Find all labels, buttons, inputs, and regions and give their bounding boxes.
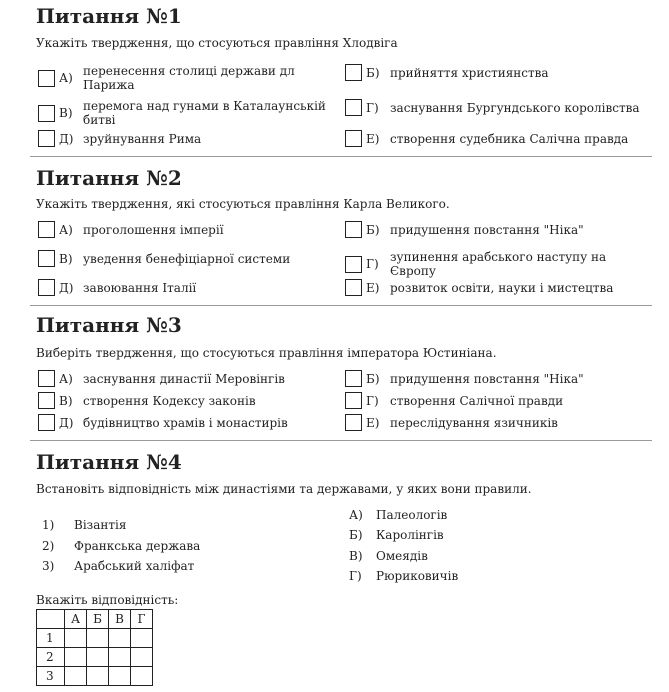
answer-col-header: Г (131, 610, 153, 629)
q3-option-d-checkbox[interactable] (38, 414, 55, 431)
q3-option-d[interactable] (38, 414, 328, 431)
q1-option-b[interactable] (345, 64, 645, 81)
answer-cell[interactable] (109, 629, 131, 648)
q2-option-v[interactable] (38, 250, 328, 267)
answer-table-row (37, 648, 153, 667)
question-4-text: Встановіть відповідність між династіями та державами, у яких вони правили. (36, 482, 532, 496)
match-letter: А) (349, 508, 363, 522)
question-1-title: Питання №1 (36, 4, 182, 28)
answer-row-header: 1 (37, 629, 65, 648)
option-letter: Д) (59, 131, 74, 146)
match-letter: Б) (349, 528, 363, 542)
option-letter: Е) (366, 280, 380, 295)
match-left-item (42, 518, 126, 532)
answer-table-row (37, 667, 153, 686)
match-text: Омеядів (376, 549, 428, 563)
q3-option-b[interactable] (345, 370, 645, 387)
option-text: перенесення столиці держави дл Парижа (83, 64, 295, 92)
option-text: будівництво храмів і монастирів (83, 415, 288, 430)
answer-cell[interactable] (109, 667, 131, 686)
q2-option-g-checkbox[interactable] (345, 256, 362, 273)
q2-option-d[interactable] (38, 279, 328, 296)
answer-cell[interactable] (131, 667, 153, 686)
answer-table (36, 609, 153, 686)
q1-option-e[interactable] (345, 130, 645, 147)
match-right-item (349, 569, 458, 583)
option-text: створення Кодексу законів (83, 393, 256, 408)
option-letter: Г) (366, 393, 379, 408)
option-letter: А) (59, 71, 73, 85)
answer-col-header: А (65, 610, 87, 629)
match-number: 2) (42, 539, 55, 553)
match-text: Каролінгів (376, 528, 444, 542)
answer-cell[interactable] (87, 648, 109, 667)
q3-option-v[interactable] (38, 392, 328, 409)
q1-option-g-checkbox[interactable] (345, 99, 362, 116)
question-2-title: Питання №2 (36, 166, 182, 190)
answer-cell[interactable] (131, 648, 153, 667)
q3-option-b-checkbox[interactable] (345, 370, 362, 387)
option-letter: Б) (366, 222, 380, 237)
option-letter: Б) (366, 371, 380, 386)
match-left-item (42, 539, 200, 553)
match-letter: В) (349, 549, 363, 563)
q2-option-b[interactable] (345, 221, 645, 238)
option-text: завоювання Італії (83, 280, 197, 295)
option-text: розвиток освіти, науки і мистецтва (390, 280, 614, 295)
option-letter: Д) (59, 415, 74, 430)
match-number: 3) (42, 559, 55, 573)
option-letter: А) (59, 371, 73, 386)
match-letter: Г) (349, 569, 362, 583)
match-right-item (349, 528, 444, 542)
option-letter: В) (59, 106, 73, 120)
question-4-title: Питання №4 (36, 450, 182, 474)
question-2-text: Укажіть твердження, які стосуються правління Карла Великого. (36, 197, 450, 211)
answer-col-header: В (109, 610, 131, 629)
option-text: переслідування язичників (390, 415, 558, 430)
q2-option-b-checkbox[interactable] (345, 221, 362, 238)
q3-option-v-checkbox[interactable] (38, 392, 55, 409)
q3-option-g[interactable] (345, 392, 645, 409)
option-letter: Г) (366, 257, 379, 271)
match-right-item (349, 549, 428, 563)
option-letter: Б) (366, 65, 380, 80)
answer-table-row (37, 629, 153, 648)
answer-cell[interactable] (65, 667, 87, 686)
q3-option-g-checkbox[interactable] (345, 392, 362, 409)
answer-cell[interactable] (109, 648, 131, 667)
option-text: зупинення арабського наступу на Європу (390, 250, 607, 278)
answer-row-header: 3 (37, 667, 65, 686)
option-letter: Г) (366, 100, 379, 115)
question-1-text: Укажіть твердження, що стосуються правління Хлодвіга (36, 36, 398, 50)
option-text: створення судебника Салічна правда (390, 131, 629, 146)
option-text: створення Салічної правди (390, 393, 564, 408)
q2-option-a[interactable] (38, 221, 328, 238)
q1-option-a[interactable] (38, 64, 328, 92)
q1-option-v[interactable] (38, 99, 328, 127)
match-text: Франкська держава (74, 539, 201, 553)
q3-option-a[interactable] (38, 370, 328, 387)
option-text: придушення повстання "Ніка" (390, 222, 584, 237)
option-text: перемога над гунами в Каталаунській битві (83, 99, 326, 127)
answer-table-header (37, 610, 153, 629)
q2-option-a-checkbox[interactable] (38, 221, 55, 238)
answer-label: Вкажіть відповідність: (36, 593, 179, 607)
q2-option-d-checkbox[interactable] (38, 279, 55, 296)
answer-cell[interactable] (87, 629, 109, 648)
q2-option-v-checkbox[interactable] (38, 250, 55, 267)
q1-option-v-checkbox[interactable] (38, 105, 55, 122)
match-text: Рюриковичів (376, 569, 459, 583)
answer-col-header: Б (87, 610, 109, 629)
option-text: проголошення імперії (83, 222, 224, 237)
option-letter: В) (59, 251, 73, 266)
q2-option-g[interactable] (345, 250, 625, 278)
q3-option-e-checkbox[interactable] (345, 414, 362, 431)
option-letter: Д) (59, 280, 74, 295)
question-3-title: Питання №3 (36, 313, 182, 337)
q1-option-e-checkbox[interactable] (345, 130, 362, 147)
option-text: заснування Бургундського королівства (390, 100, 640, 115)
divider (30, 440, 652, 441)
option-letter: А) (59, 222, 73, 237)
q1-option-a-checkbox[interactable] (38, 70, 55, 87)
match-text: Візантія (74, 518, 127, 532)
q1-option-g[interactable] (345, 99, 645, 116)
option-text: заснування династії Меровінгів (83, 371, 285, 386)
q1-option-b-checkbox[interactable] (345, 64, 362, 81)
q2-option-e[interactable] (345, 279, 645, 296)
answer-table-corner (37, 610, 65, 629)
option-letter: Е) (366, 131, 380, 146)
q2-option-e-checkbox[interactable] (345, 279, 362, 296)
question-3-text: Виберіть твердження, що стосуються правління імператора Юстиніана. (36, 346, 497, 360)
option-letter: Е) (366, 415, 380, 430)
option-text: придушення повстання "Ніка" (390, 371, 584, 386)
option-text: уведення бенефіціарної системи (83, 251, 291, 266)
option-text: прийняття християнства (390, 65, 549, 80)
option-letter: В) (59, 393, 73, 408)
q3-option-e[interactable] (345, 414, 645, 431)
divider (30, 305, 652, 306)
answer-cell[interactable] (131, 629, 153, 648)
answer-cell[interactable] (65, 648, 87, 667)
q3-option-a-checkbox[interactable] (38, 370, 55, 387)
answer-cell[interactable] (87, 667, 109, 686)
answer-row-header: 2 (37, 648, 65, 667)
match-left-item (42, 559, 194, 573)
match-number: 1) (42, 518, 55, 532)
q1-option-d[interactable] (38, 130, 328, 147)
match-right-item (349, 508, 447, 522)
answer-cell[interactable] (65, 629, 87, 648)
option-text: зруйнування Рима (83, 131, 202, 146)
q1-option-d-checkbox[interactable] (38, 130, 55, 147)
match-text: Палеологів (376, 508, 448, 522)
divider (30, 156, 652, 157)
match-text: Арабський халіфат (74, 559, 195, 573)
